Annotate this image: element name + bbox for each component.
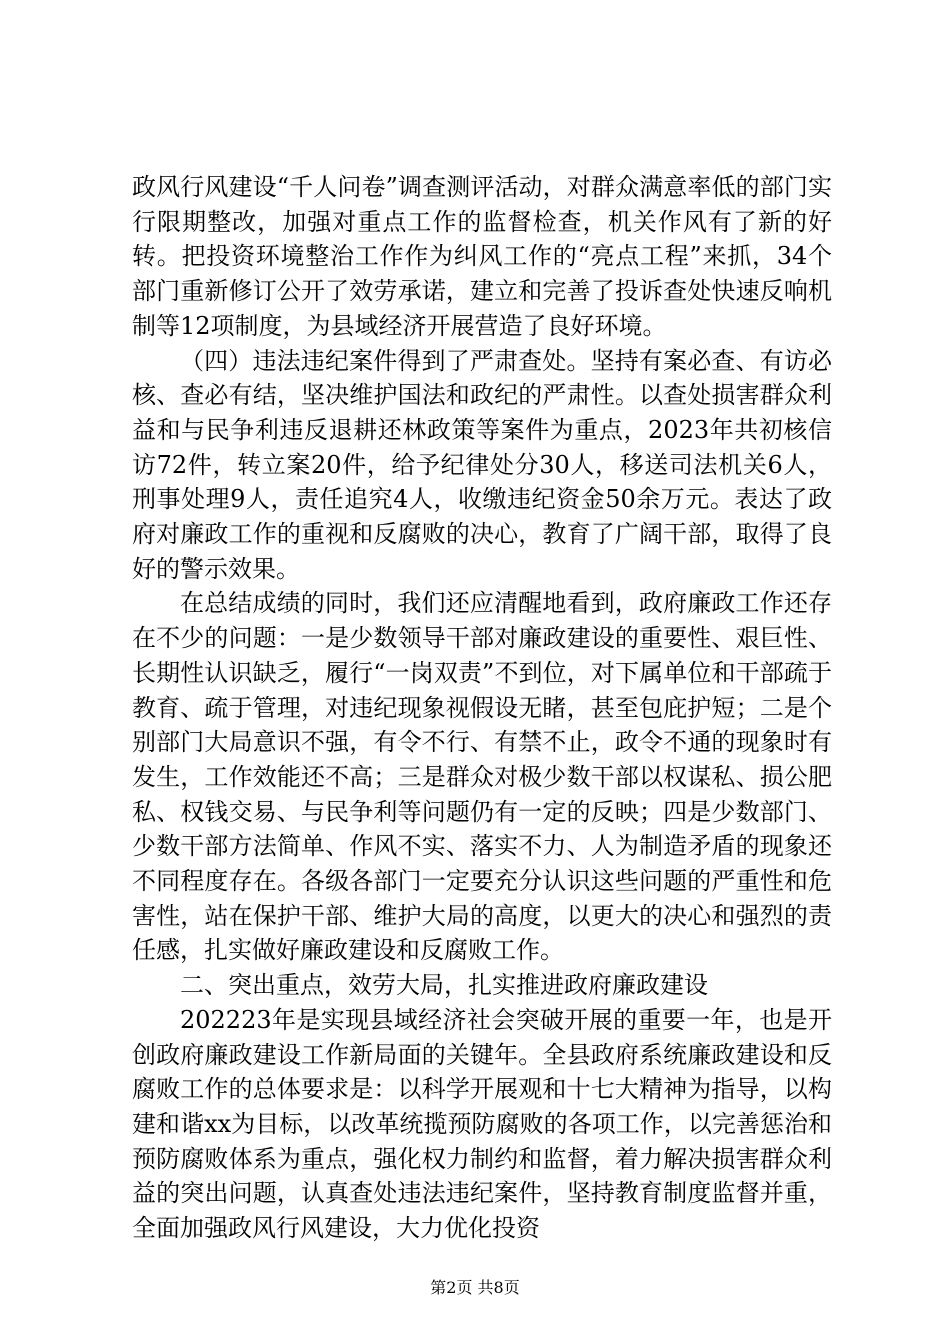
- section-heading: 二、突出重点，效劳大局，扎实推进政府廉政建设: [180, 971, 708, 1000]
- page-footer: 第2页 共8页: [430, 1278, 520, 1297]
- document-body: [132, 170, 832, 1246]
- paragraph-4: 202223年是实现县域经济社会突破开展的重要一年，也是开创政府廉政建设工作新局面的关键年。全县政府系统廉政建设和反腐败工作的总体要求是：以科学开展观和十七大精神为指导，以构建和谐xx为目标，以改革统揽预防腐败的各项工作，以完善惩治和预防腐败体系为重点，强化权力制约和监督，着力解决损害群众利益的突出问题，认真查处违法违纪案件，坚持教育制度监督并重，全面加强政风行风建设，大力优化投资: [132, 1005, 832, 1243]
- paragraph-1: 政风行风建设“千人问卷”调查测评活动，对群众满意率低的部门实行限期整改，加强对重点工作的监督检查，机关作风有了新的好转。把投资环境整治工作作为纠风工作的“亮点工程”来抓，34个部门重新修订公开了效劳承诺，建立和完善了投诉查处快速反响机制等12项制度，为县域经济开展营造了良好环境。: [132, 173, 832, 340]
- paragraph-3: 在总结成绩的同时，我们还应清醒地看到，政府廉政工作还存在不少的问题：一是少数领导干部对廉政建设的重要性、艰巨性、长期性认识缺乏，履行“一岗双责”不到位，对下属单位和干部疏于教育、疏于管理，对违纪现象视假设无睹，甚至包庇护短；二是个别部门大局意识不强，有令不行、有禁不止，政令不通的现象时有发生，工作效能还不高；三是群众对极少数干部以权谋私、损公肥私、权钱交易、与民争利等问题仍有一定的反映；四是少数部门、少数干部方法简单、作风不实、落实不力、人为制造矛盾的现象还不同程度存在。各级各部门一定要充分认识这些问题的严重性和危害性，站在保护干部、维护大局的高度，以更大的决心和强烈的责任感，扎实做好廉政建设和反腐败工作。: [132, 589, 832, 965]
- paragraph-2: （四）违法违纪案件得到了严肃查处。坚持有案必查、有访必核、查必有结，坚决维护国法和政纪的严肃性。以查处损害群众利益和与民争利违反退耕还林政策等案件为重点，2023年共初核信访72件，转立案20件，给予纪律处分30人，移送司法机关6人，刑事处理9人，责任追究4人，收缴违纪资金50余万元。表达了政府对廉政工作的重视和反腐败的决心，教育了广阔干部，取得了良好的警示效果。: [132, 346, 832, 583]
